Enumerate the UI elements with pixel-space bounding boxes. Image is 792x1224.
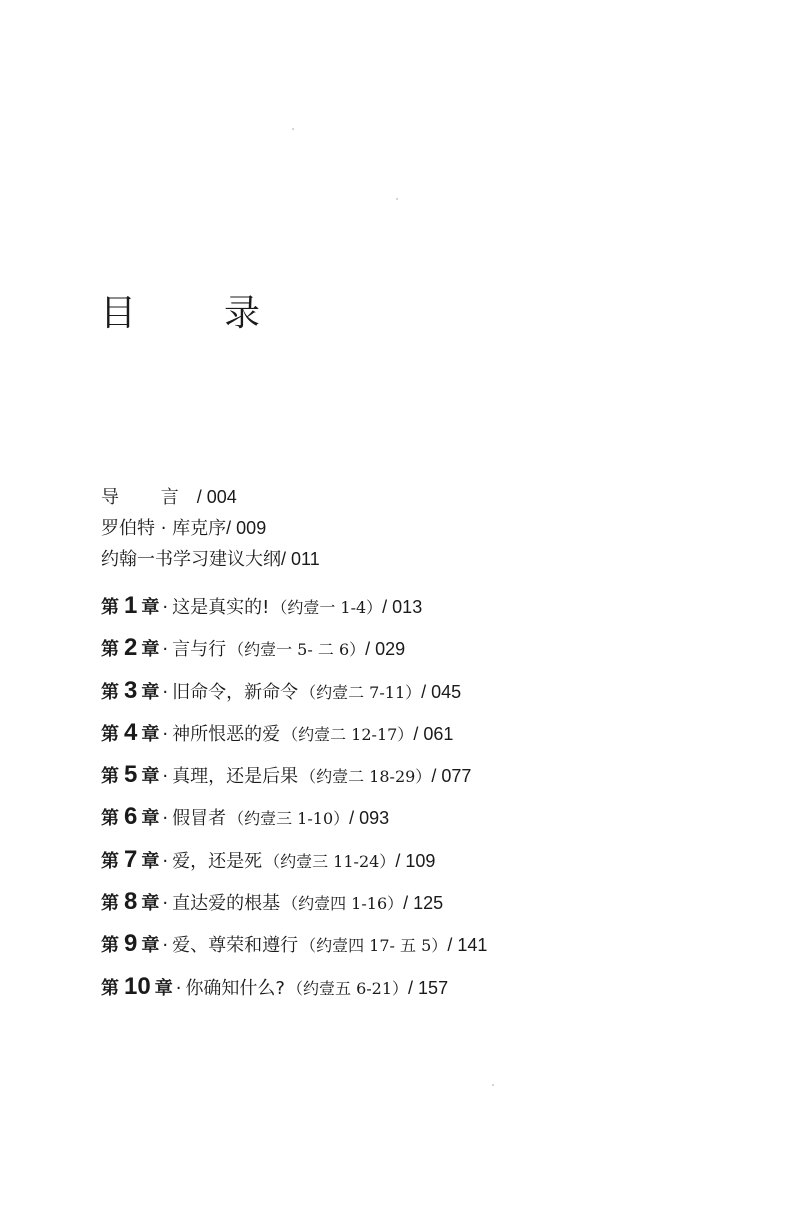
chapter-prefix: 第 — [101, 977, 119, 999]
chapter-entry — [101, 674, 487, 716]
chapter-number: 5 — [124, 761, 138, 789]
separator-dot: · — [162, 597, 169, 618]
separator-dot: · — [162, 850, 169, 872]
page-number: / 061 — [413, 723, 454, 744]
separator-dot: · — [162, 723, 169, 745]
page-number: / 045 — [421, 681, 462, 702]
scan-speck — [292, 128, 294, 130]
page-number: / 013 — [382, 597, 423, 617]
page-number: / 157 — [408, 977, 449, 998]
chapter-prefix: 第 — [101, 766, 119, 788]
chapter-prefix: 第 — [101, 850, 119, 872]
chapter-title: 爱，还是死 — [172, 850, 263, 872]
chapter-number: 7 — [124, 845, 138, 873]
chapter-entry — [101, 927, 487, 969]
chapter-suffix: 章 — [141, 639, 160, 661]
scripture-reference: （约壹五 6-21） — [287, 978, 409, 998]
separator-dot: · — [162, 681, 169, 703]
chapter-entry — [101, 589, 487, 631]
chapter-entry — [101, 800, 487, 842]
chapter-suffix: 章 — [154, 977, 173, 999]
scan-speck — [492, 1084, 494, 1086]
page-number: / 029 — [365, 639, 406, 660]
chapter-title: 神所恨恶的爱 — [172, 723, 281, 745]
chapter-prefix: 第 — [101, 893, 119, 915]
separator-dot: · — [162, 808, 169, 830]
page-number: / 093 — [349, 808, 390, 829]
scripture-reference: （约壹四 1-16） — [282, 894, 404, 914]
chapter-number: 8 — [124, 888, 138, 916]
chapter-title: 这是真实的! — [172, 597, 270, 618]
chapter-entry — [101, 843, 487, 885]
chapter-prefix: 第 — [101, 723, 119, 745]
front-matter-item — [101, 544, 320, 575]
chapter-suffix: 章 — [141, 723, 160, 745]
chapter-prefix: 第 — [101, 639, 119, 661]
chapter-number: 9 — [124, 930, 138, 958]
separator-dot: · — [175, 977, 182, 999]
page-number: / 141 — [447, 935, 488, 956]
chapter-title: 爱、尊荣和遵行 — [172, 935, 299, 957]
page-number: / 011 — [281, 549, 320, 569]
chapter-suffix: 章 — [141, 935, 160, 957]
chapter-number: 1 — [124, 592, 138, 619]
chapter-number: 4 — [124, 718, 138, 746]
chapter-title: 直达爱的根基 — [172, 893, 281, 915]
front-matter-item — [101, 513, 320, 544]
chapter-entry — [101, 970, 487, 1012]
page-number: / 077 — [431, 766, 472, 787]
page-number: / 009 — [226, 518, 267, 538]
chapter-title: 假冒者 — [172, 808, 227, 830]
chapter-prefix: 第 — [101, 808, 119, 830]
page-title: 目 录 — [100, 293, 287, 335]
chapter-title: 旧命令，新命令 — [172, 681, 299, 703]
chapter-number: 10 — [124, 972, 151, 1000]
scripture-reference: （约壹二 12-17） — [282, 724, 414, 744]
chapter-suffix: 章 — [141, 766, 160, 788]
chapter-suffix: 章 — [141, 850, 160, 872]
separator-dot: · — [162, 766, 169, 788]
chapter-entry — [101, 631, 487, 673]
chapter-entry — [101, 885, 487, 927]
chapter-prefix: 第 — [101, 681, 119, 703]
chapter-suffix: 章 — [141, 597, 160, 618]
page-number: / 109 — [395, 850, 436, 871]
scripture-reference: （约壹一 5- 二 6） — [228, 640, 366, 660]
chapter-number: 2 — [124, 634, 138, 662]
chapter-title: 真理，还是后果 — [172, 766, 299, 788]
scripture-reference: （约壹二 18-29） — [300, 767, 432, 787]
separator-dot: · — [162, 893, 169, 915]
scripture-reference: （约壹四 17- 五 5） — [300, 936, 448, 956]
chapter-entry — [101, 758, 487, 800]
scripture-reference: （约壹三 1-10） — [228, 809, 350, 829]
chapter-title: 你确知什么? — [185, 977, 285, 999]
chapter-prefix: 第 — [101, 935, 119, 957]
chapter-entry — [101, 716, 487, 758]
front-matter-list — [101, 482, 320, 575]
scripture-reference: （约壹三 11-24） — [264, 851, 396, 871]
chapter-prefix: 第 — [101, 597, 119, 618]
chapter-suffix: 章 — [141, 681, 160, 703]
front-matter-item — [101, 482, 320, 513]
scripture-reference: （约壹二 7-11） — [300, 682, 422, 702]
chapter-number: 3 — [124, 676, 138, 704]
chapter-suffix: 章 — [141, 808, 160, 830]
front-matter-label: 约翰一书学习建议大纲 — [101, 549, 281, 570]
scan-speck — [396, 198, 398, 200]
chapter-suffix: 章 — [141, 893, 160, 915]
separator-dot: · — [162, 639, 169, 661]
scripture-reference: （约壹一 1-4） — [271, 598, 383, 617]
front-matter-label: 罗伯特 · 库克序 — [101, 518, 227, 539]
separator-dot: · — [162, 935, 169, 957]
page-number: / 125 — [403, 893, 444, 914]
page-number: / 004 — [196, 487, 237, 507]
front-matter-label: 导 言 — [101, 487, 197, 508]
chapter-title: 言与行 — [172, 639, 227, 661]
chapter-list — [101, 589, 487, 1012]
chapter-number: 6 — [124, 803, 138, 831]
